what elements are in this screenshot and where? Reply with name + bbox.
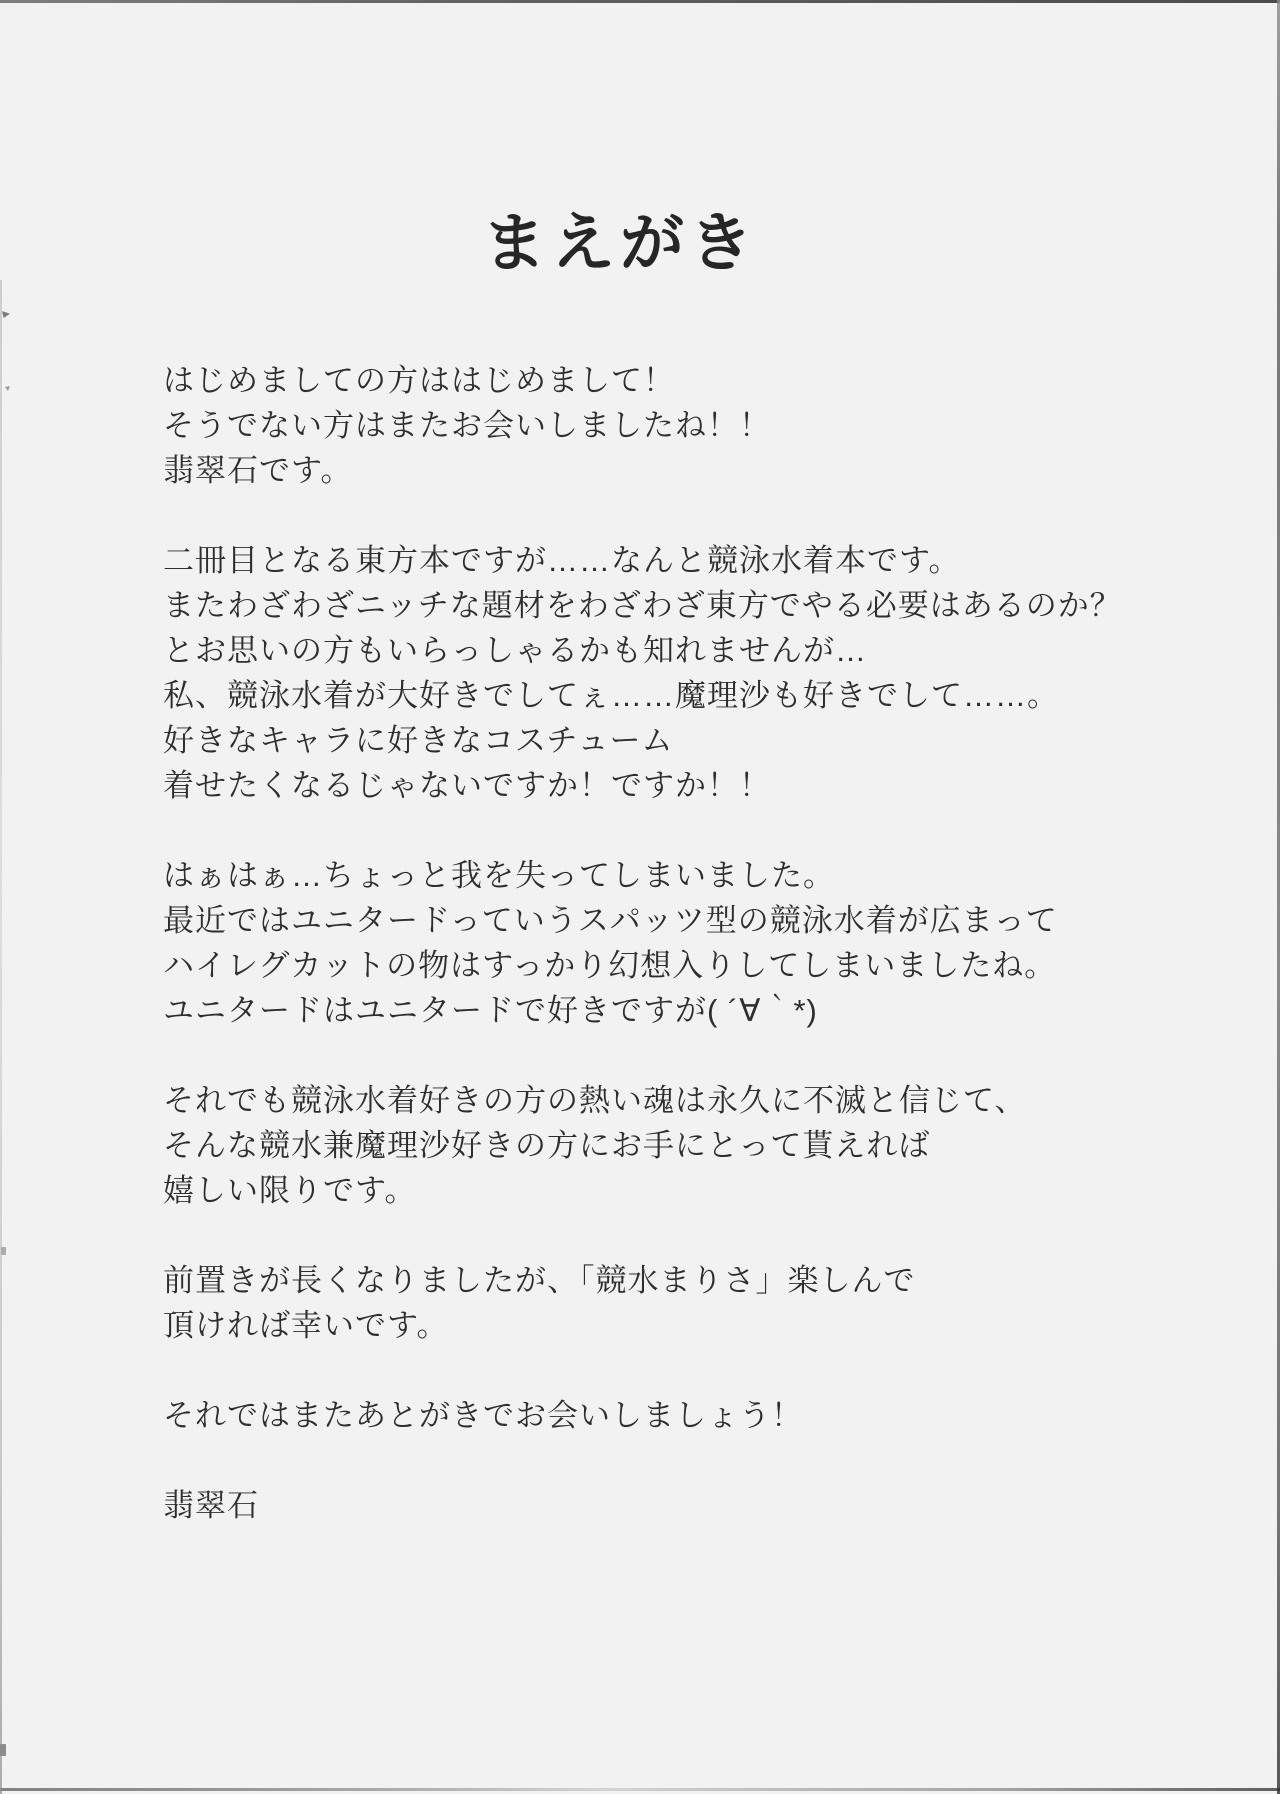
text-line: 私、競泳水着が大好きでしてぇ……魔理沙も好きでして……。 xyxy=(163,678,1059,713)
text-line: 着せたくなるじゃないですか！ですか！！ xyxy=(163,768,771,803)
text-line: ユニタードはユニタードで好きですが( ´∀｀*) xyxy=(163,993,818,1028)
scan-edge-left xyxy=(0,280,2,1794)
scan-speck xyxy=(5,386,10,391)
paragraph-book-intro xyxy=(163,538,1153,808)
text-line: 最近ではユニタードっていうスパッツ型の競泳水着が広まって xyxy=(163,903,1058,938)
signature xyxy=(163,1483,1153,1528)
text-line: それではまたあとがきでお会いしましょう！ xyxy=(163,1398,803,1433)
scan-speck xyxy=(1,1247,6,1255)
scan-edge-bottom xyxy=(0,1788,1280,1791)
paragraph-enjoy xyxy=(163,1258,1153,1348)
text-line: そんな競水兼魔理沙好きの方にお手にとって貰えれば xyxy=(163,1128,931,1163)
page-title: まえがき xyxy=(482,206,758,279)
paragraph-swimsuit-talk xyxy=(163,853,1153,1033)
text-line: 翡翠石です。 xyxy=(163,453,353,488)
foreword-body xyxy=(163,358,1153,1528)
text-line: 頂ければ幸いです。 xyxy=(163,1308,449,1343)
text-line: 好きなキャラに好きなコスチューム xyxy=(163,723,674,758)
paragraph-hope xyxy=(163,1078,1153,1213)
text-line: 嬉しい限りです。 xyxy=(163,1173,417,1208)
text-line: それでも競泳水着好きの方の熱い魂は永久に不滅と信じて、 xyxy=(163,1083,1027,1118)
text-line: 翡翠石 xyxy=(163,1488,259,1523)
scan-speck xyxy=(0,1744,6,1756)
text-line: はじめましての方ははじめまして！ xyxy=(163,363,675,398)
text-line: そうでない方はまたお会いしましたね！！ xyxy=(163,408,771,443)
paragraph-greeting xyxy=(163,358,1153,493)
text-line: ハイレグカットの物はすっかり幻想入りしてしまいましたね。 xyxy=(163,948,1057,983)
text-line: 前置きが長くなりましたが、「競水まりさ」楽しんで xyxy=(163,1263,916,1298)
text-line: またわざわざニッチな題材をわざわざ東方でやる必要はあるのか？ xyxy=(163,588,1122,623)
scan-edge-top xyxy=(0,0,1280,3)
text-line: はぁはぁ…ちょっと我を失ってしまいました。 xyxy=(163,858,835,893)
text-line: とお思いの方もいらっしゃるかも知れませんが… xyxy=(163,633,867,668)
scan-speck xyxy=(2,311,10,318)
paragraph-closing xyxy=(163,1393,1153,1438)
text-line: 二冊目となる東方本ですが……なんと競泳水着本です。 xyxy=(163,543,961,578)
